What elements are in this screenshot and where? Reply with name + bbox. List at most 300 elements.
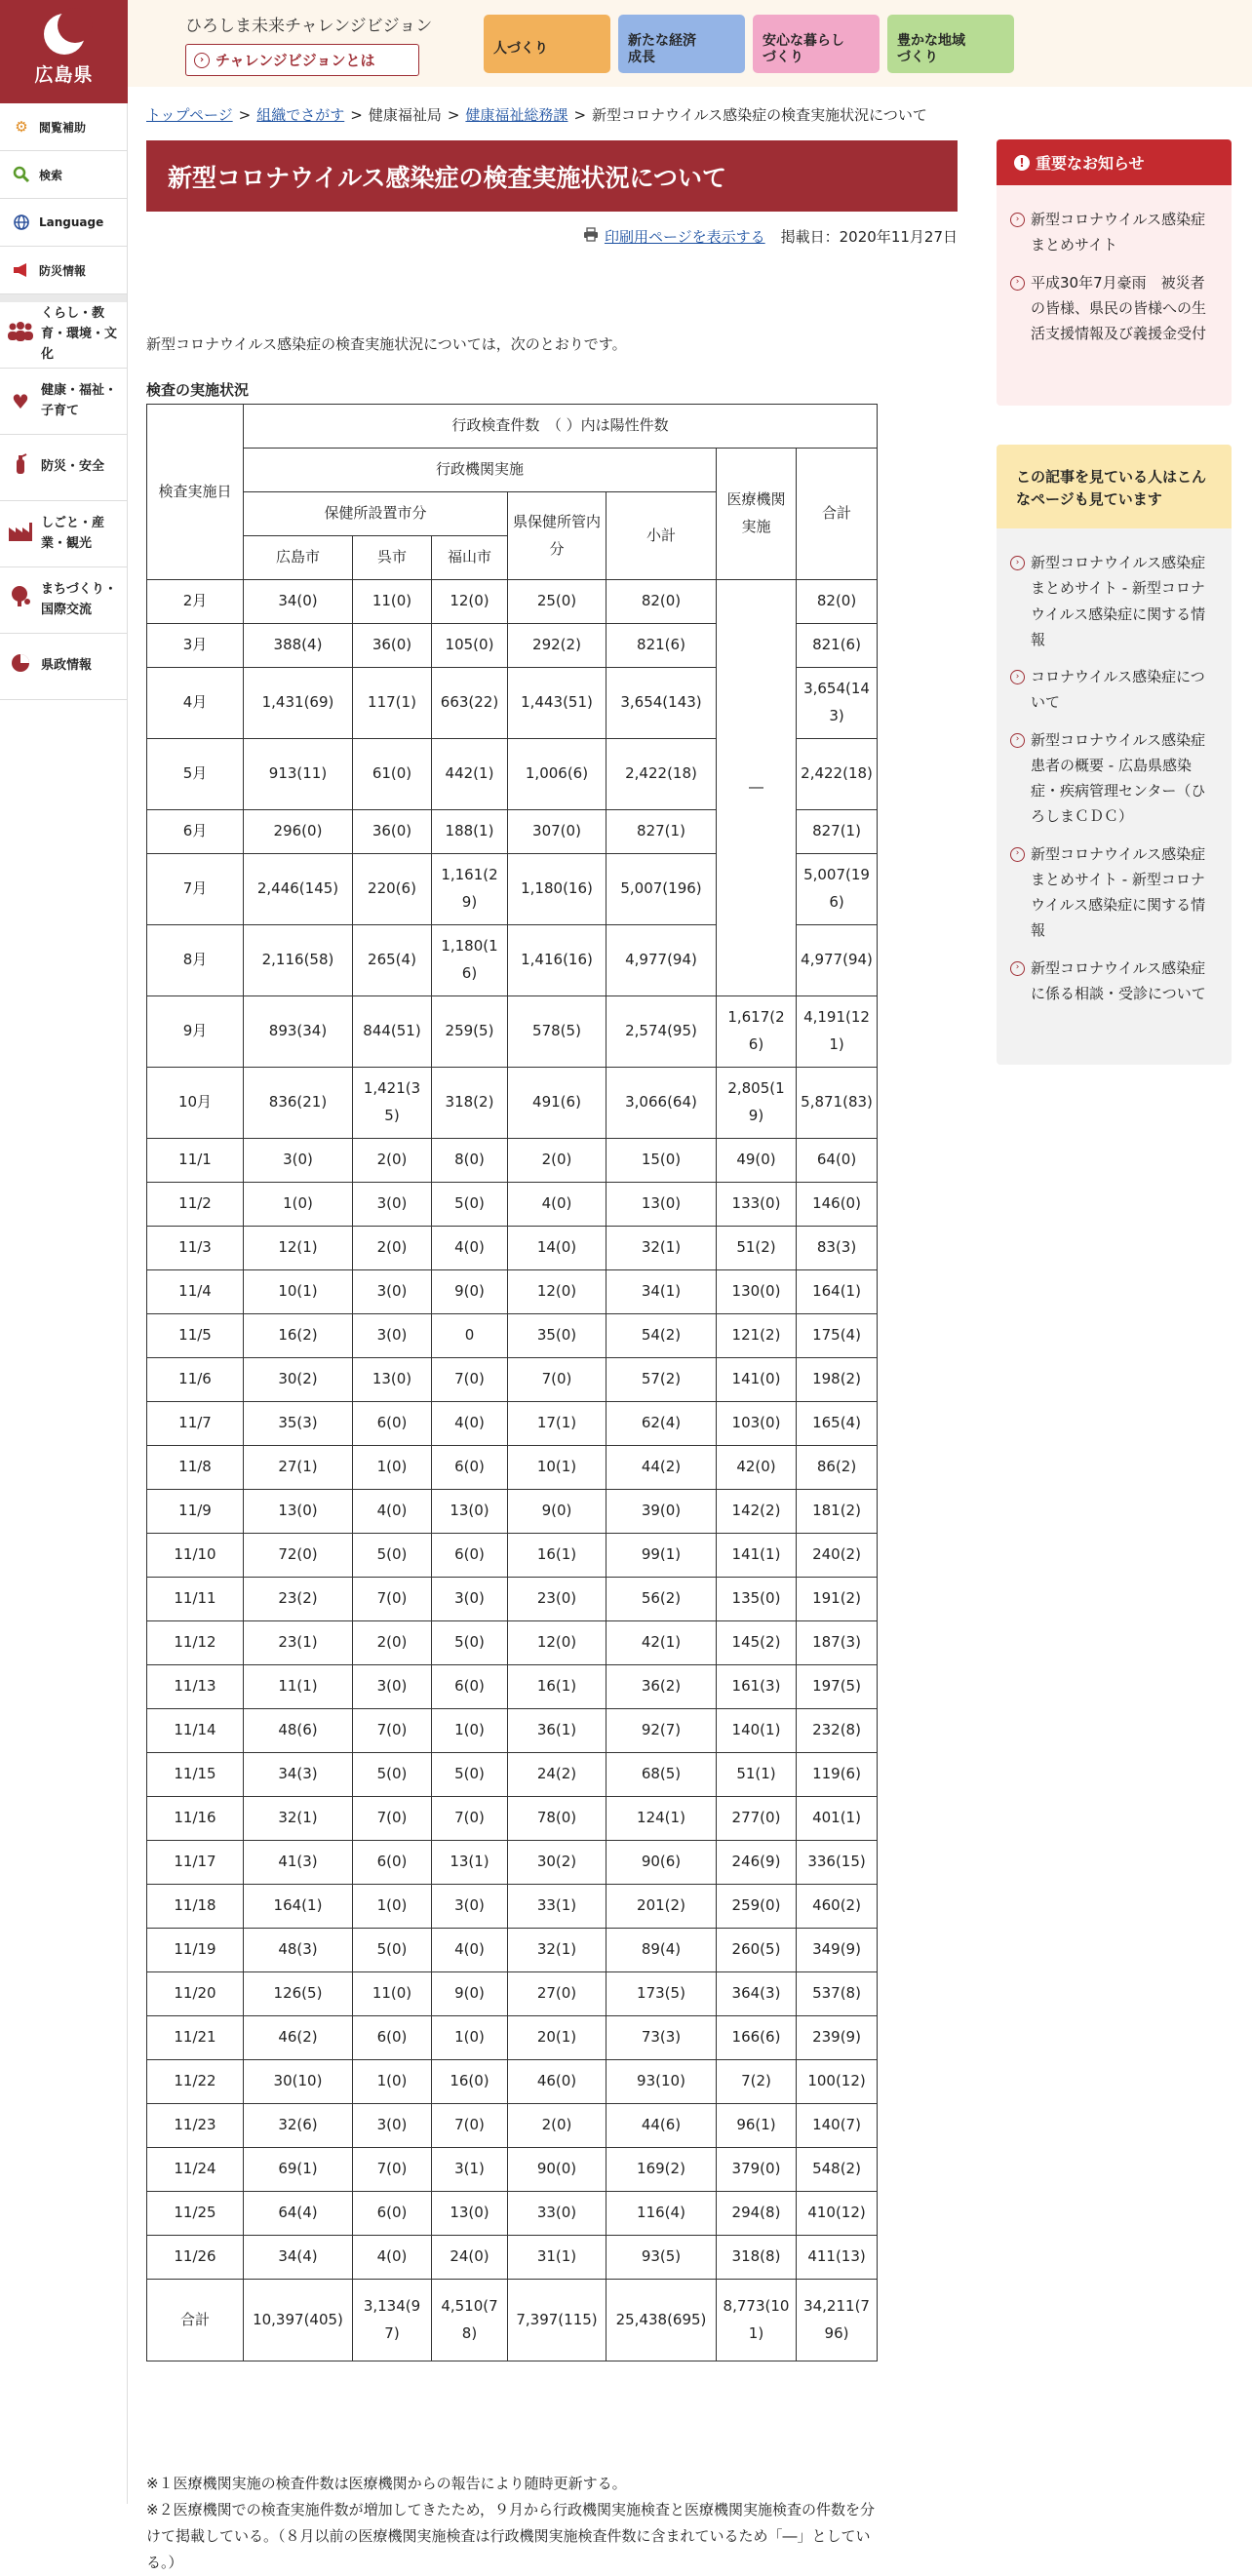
cell-medical: 140(1) [717, 1709, 797, 1753]
cell-fukuyama: 1,180(16) [432, 925, 508, 996]
cell-pref: 90(0) [508, 2148, 606, 2192]
cell-fukuyama: 4(0) [432, 1227, 508, 1270]
cell-pref: 4(0) [508, 1183, 606, 1227]
cell-pref: 16(1) [508, 1534, 606, 1578]
cell-pref: 1,006(6) [508, 739, 606, 810]
cell-total: 349(9) [797, 1929, 878, 1972]
chevron-right-icon: › [1010, 961, 1025, 976]
breadcrumb-current: 新型コロナウイルス感染症の検査実施状況について [592, 106, 927, 124]
cell-fukuyama: 4,510(78) [432, 2280, 508, 2361]
cell-kure: 3(0) [353, 1183, 432, 1227]
table-row [147, 1797, 878, 1841]
cell-medical: 277(0) [717, 1797, 797, 1841]
cell-kure: 5(0) [353, 1929, 432, 1972]
cell-medical: 2,805(19) [717, 1068, 797, 1139]
cell-kure: 6(0) [353, 2192, 432, 2236]
breadcrumb-division[interactable]: 健康福祉総務課 [465, 106, 568, 124]
nav-tile-label: 安心な暮らしづくり [763, 32, 844, 65]
cell-subtotal: 90(6) [606, 1841, 717, 1885]
cell-date: 11/20 [147, 1972, 244, 2016]
cell-pref: 2(0) [508, 1139, 606, 1183]
cell-subtotal: 36(2) [606, 1665, 717, 1709]
cell-date: 11/3 [147, 1227, 244, 1270]
cell-total: 82(0) [797, 580, 878, 624]
cell-subtotal: 173(5) [606, 1972, 717, 2016]
cell-pref: 27(0) [508, 1972, 606, 2016]
cell-kure: 7(0) [353, 2148, 432, 2192]
cell-total: 181(2) [797, 1490, 878, 1534]
cell-total: 4,191(121) [797, 996, 878, 1068]
cell-fukuyama: 442(1) [432, 739, 508, 810]
cell-pref: 1,416(16) [508, 925, 606, 996]
vision-title: ひろしま未来チャレンジビジョン [185, 17, 433, 36]
header-medical: 医療機関実施 [717, 449, 797, 580]
cell-date: 11/6 [147, 1358, 244, 1402]
cell-medical: 51(2) [717, 1227, 797, 1270]
cell-fukuyama: 5(0) [432, 1621, 508, 1665]
cell-fukuyama: 318(2) [432, 1068, 508, 1139]
cell-fukuyama: 1(0) [432, 1709, 508, 1753]
cell-hiroshima: 2,446(145) [244, 854, 353, 925]
cell-medical: 145(2) [717, 1621, 797, 1665]
cell-total: 164(1) [797, 1270, 878, 1314]
cell-kure: 11(0) [353, 1972, 432, 2016]
notice-item-label: 新型コロナウイルス感染症 まとめサイト [1031, 211, 1206, 254]
header-hc-city: 保健所設置市分 [244, 492, 508, 536]
cell-pref: 307(0) [508, 810, 606, 854]
cell-total: 34,211(796) [797, 2280, 878, 2361]
cell-total: 537(8) [797, 1972, 878, 2016]
cell-total: 198(2) [797, 1358, 878, 1402]
tool-accessibility[interactable] [0, 103, 127, 151]
cell-medical: 166(6) [717, 2016, 797, 2060]
cell-hiroshima: 2,116(58) [244, 925, 353, 996]
cell-hiroshima: 893(34) [244, 996, 353, 1068]
cell-kure: 3(0) [353, 1665, 432, 1709]
cell-hiroshima: 23(2) [244, 1578, 353, 1621]
cell-total: 187(3) [797, 1621, 878, 1665]
table-row [147, 2016, 878, 2060]
cell-kure: 7(0) [353, 1578, 432, 1621]
cell-kure: 7(0) [353, 1709, 432, 1753]
inspection-table [146, 404, 878, 2361]
cell-kure: 2(0) [353, 1227, 432, 1270]
related-item[interactable] [1010, 664, 1218, 716]
table-row [147, 1665, 878, 1709]
nav-tile-label: 人づくり [493, 41, 548, 58]
cell-subtotal: 15(0) [606, 1139, 717, 1183]
cell-pref: 33(1) [508, 1885, 606, 1929]
cell-date: 11/21 [147, 2016, 244, 2060]
cell-kure: 3(0) [353, 2104, 432, 2148]
notice-title: 重要なお知らせ [1036, 154, 1145, 173]
cell-medical: 142(2) [717, 1490, 797, 1534]
notice-item-label: 平成30年7月豪雨 被災者の皆様、県民の皆様への生活支援情報及び義援金受付 [1031, 273, 1207, 342]
cell-hiroshima: 27(1) [244, 1446, 353, 1490]
header-subtotal: 小計 [606, 492, 717, 580]
related-item-label: 新型コロナウイルス感染症に係る相談・受診について [1031, 958, 1206, 1002]
cell-subtotal: 89(4) [606, 1929, 717, 1972]
cell-total: 548(2) [797, 2148, 878, 2192]
breadcrumb-top[interactable]: トップページ [146, 106, 233, 124]
cell-hiroshima: 13(0) [244, 1490, 353, 1534]
related-item[interactable] [1010, 727, 1218, 830]
cell-hiroshima: 46(2) [244, 2016, 353, 2060]
print-line [583, 226, 958, 247]
cell-fukuyama: 24(0) [432, 2236, 508, 2280]
tool-language[interactable] [0, 199, 127, 247]
cell-date: 11/2 [147, 1183, 244, 1227]
cell-medical: 7(2) [717, 2060, 797, 2104]
cell-total: 3,654(143) [797, 668, 878, 739]
cell-subtotal: 116(4) [606, 2192, 717, 2236]
cell-fukuyama: 6(0) [432, 1534, 508, 1578]
cell-date: 11/11 [147, 1578, 244, 1621]
table-row [147, 2104, 878, 2148]
chevron-right-icon: › [1010, 213, 1025, 227]
cell-subtotal: 56(2) [606, 1578, 717, 1621]
cell-fukuyama: 13(0) [432, 1490, 508, 1534]
cell-date: 2月 [147, 580, 244, 624]
cell-date: 11/26 [147, 2236, 244, 2280]
cell-subtotal: 44(6) [606, 2104, 717, 2148]
cell-date: 11/17 [147, 1841, 244, 1885]
site-header [128, 0, 1252, 87]
cell-kure: 1,421(35) [353, 1068, 432, 1139]
cell-fukuyama: 4(0) [432, 1929, 508, 1972]
chevron-right-icon: › [1010, 556, 1025, 570]
tool-disaster-info[interactable] [0, 247, 127, 294]
cell-medical: 42(0) [717, 1446, 797, 1490]
related-item[interactable] [1010, 841, 1218, 944]
cell-subtotal: 169(2) [606, 2148, 717, 2192]
table-row [147, 580, 878, 624]
cell-date: 11/12 [147, 1621, 244, 1665]
cell-date: 11/13 [147, 1665, 244, 1709]
cell-pref: 12(0) [508, 1270, 606, 1314]
cell-medical: 141(0) [717, 1358, 797, 1402]
intro-text: 新型コロナウイルス感染症の検査実施状況については，次のとおりです。 [146, 335, 627, 353]
cell-total: 821(6) [797, 624, 878, 668]
cell-total: 197(5) [797, 1665, 878, 1709]
factory-icon [6, 519, 35, 550]
publish-date: 掲載日：2020年11月27日 [780, 228, 958, 246]
cell-subtotal: 2,574(95) [606, 996, 717, 1068]
cell-pref: 14(0) [508, 1227, 606, 1270]
cell-hiroshima: 11(1) [244, 1665, 353, 1709]
table-row [147, 1621, 878, 1665]
cell-date: 11/24 [147, 2148, 244, 2192]
cell-hiroshima: 41(3) [244, 1841, 353, 1885]
cell-pref: 12(0) [508, 1621, 606, 1665]
cell-hiroshima: 69(1) [244, 2148, 353, 2192]
cell-kure: 844(51) [353, 996, 432, 1068]
notice-item[interactable] [1010, 207, 1218, 258]
cell-subtotal: 54(2) [606, 1314, 717, 1358]
table-row [147, 2060, 878, 2104]
cell-medical: 96(1) [717, 2104, 797, 2148]
table-row [147, 1358, 878, 1402]
cell-fukuyama: 0 [432, 1314, 508, 1358]
related-item-label: 新型コロナウイルス感染症 まとめサイト - 新型コロナウイルス感染症に関する情報 [1031, 844, 1206, 940]
cell-kure: 1(0) [353, 2060, 432, 2104]
related-item-label: 新型コロナウイルス感染症 まとめサイト - 新型コロナウイルス感染症に関する情報 [1031, 554, 1206, 648]
tool-label: Language [39, 215, 104, 229]
nav-tile-people[interactable] [484, 15, 610, 73]
cell-fukuyama: 13(0) [432, 2192, 508, 2236]
cell-pref: 32(1) [508, 1929, 606, 1972]
chevron-right-icon: › [194, 53, 210, 68]
related-pages-box [997, 445, 1232, 1065]
cell-subtotal: 44(2) [606, 1446, 717, 1490]
cell-medical: 8,773(101) [717, 2280, 797, 2361]
cell-pref: 30(2) [508, 1841, 606, 1885]
cell-kure: 6(0) [353, 1841, 432, 1885]
heart-icon: ♥ [12, 389, 29, 413]
cell-fukuyama: 7(0) [432, 1358, 508, 1402]
cell-subtotal: 5,007(196) [606, 854, 717, 925]
cell-hiroshima: 388(4) [244, 624, 353, 668]
cell-pref: 7,397(115) [508, 2280, 606, 2361]
category-label: 健康・福祉・子育て [41, 382, 118, 418]
table-row [147, 1709, 878, 1753]
cell-date: 合計 [147, 2280, 244, 2361]
table-row [147, 1446, 878, 1490]
table-row [147, 1753, 878, 1797]
table-row [147, 1972, 878, 2016]
table-row [147, 1402, 878, 1446]
cell-total: 232(8) [797, 1709, 878, 1753]
cell-fukuyama: 7(0) [432, 1797, 508, 1841]
cell-pref: 491(6) [508, 1068, 606, 1139]
cell-kure: 13(0) [353, 1358, 432, 1402]
cell-subtotal: 124(1) [606, 1797, 717, 1841]
cell-pref: 10(1) [508, 1446, 606, 1490]
cell-hiroshima: 32(1) [244, 1797, 353, 1841]
cell-fukuyama: 9(0) [432, 1972, 508, 2016]
cell-total: 64(0) [797, 1139, 878, 1183]
table-row [147, 1270, 878, 1314]
cell-subtotal: 25,438(695) [606, 2280, 717, 2361]
header-admin-total: 行政検査件数 （ ）内は陽性件数 [244, 405, 878, 449]
category-work[interactable] [0, 501, 127, 567]
cell-total: 175(4) [797, 1314, 878, 1358]
header-pref: 県保健所管内分 [508, 492, 606, 580]
cell-date: 6月 [147, 810, 244, 854]
category-label: くらし・教育・環境・文化 [41, 306, 118, 362]
printer-icon [583, 227, 599, 246]
cell-hiroshima: 30(2) [244, 1358, 353, 1402]
cell-subtotal: 2,422(18) [606, 739, 717, 810]
fire-extinguisher-icon [6, 452, 35, 484]
nav-tile-economy[interactable] [618, 15, 745, 73]
cell-kure: 3(0) [353, 1314, 432, 1358]
header-total: 合計 [797, 449, 878, 580]
cell-date: 11/16 [147, 1797, 244, 1841]
cell-date: 11/15 [147, 1753, 244, 1797]
tool-search[interactable] [0, 151, 127, 199]
cell-kure: 61(0) [353, 739, 432, 810]
cell-fukuyama: 4(0) [432, 1402, 508, 1446]
header-date: 検査実施日 [147, 405, 244, 580]
cell-fukuyama: 3(1) [432, 2148, 508, 2192]
related-list [997, 528, 1232, 1006]
notice-item[interactable] [1010, 270, 1218, 347]
vision-button[interactable] [185, 44, 419, 76]
nav-tile-label: 豊かな地域づくり [897, 32, 965, 65]
table-body [147, 580, 878, 2361]
cell-kure: 1(0) [353, 1446, 432, 1490]
cell-kure: 5(0) [353, 1534, 432, 1578]
cell-fukuyama: 13(1) [432, 1841, 508, 1885]
chevron-right-icon: › [1010, 670, 1025, 684]
cell-date: 8月 [147, 925, 244, 996]
cell-subtotal: 93(10) [606, 2060, 717, 2104]
cell-kure: 3(0) [353, 1270, 432, 1314]
cell-date: 11/18 [147, 1885, 244, 1929]
table-row [147, 1183, 878, 1227]
cell-date: 11/25 [147, 2192, 244, 2236]
cell-medical: 260(5) [717, 1929, 797, 1972]
category-label: 防災・安全 [41, 459, 105, 475]
logo-crescent-icon [44, 14, 85, 55]
cell-date: 11/14 [147, 1709, 244, 1753]
header-hiroshima: 広島市 [244, 536, 353, 580]
related-item-label: コロナウイルス感染症について [1031, 668, 1205, 712]
cell-fukuyama: 6(0) [432, 1665, 508, 1709]
site-logo[interactable] [0, 0, 128, 103]
header-admin: 行政機関実施 [244, 449, 717, 492]
cell-total: 240(2) [797, 1534, 878, 1578]
cell-fukuyama: 6(0) [432, 1446, 508, 1490]
table-row [147, 1490, 878, 1534]
table-row [147, 1139, 878, 1183]
cell-date: 11/4 [147, 1270, 244, 1314]
cell-subtotal: 57(2) [606, 1358, 717, 1402]
cell-date: 10月 [147, 1068, 244, 1139]
header-fukuyama: 福山市 [432, 536, 508, 580]
cell-subtotal: 62(4) [606, 1402, 717, 1446]
cell-subtotal: 92(7) [606, 1709, 717, 1753]
cell-kure: 36(0) [353, 624, 432, 668]
cell-fukuyama: 5(0) [432, 1183, 508, 1227]
cell-fukuyama: 663(22) [432, 668, 508, 739]
cell-pref: 20(1) [508, 2016, 606, 2060]
cell-date: 5月 [147, 739, 244, 810]
breadcrumb-separator: > [447, 106, 460, 124]
note-1: ※１医療機関実施の検査件数は医療機関からの報告により随時更新する。 [146, 2475, 627, 2492]
cell-total: 4,977(94) [797, 925, 878, 996]
cell-pref: 578(5) [508, 996, 606, 1068]
cell-hiroshima: 1,431(69) [244, 668, 353, 739]
related-item[interactable] [1010, 550, 1218, 652]
cell-medical: 121(2) [717, 1314, 797, 1358]
print-link[interactable]: 印刷用ページを表示する [604, 228, 765, 246]
cell-pref: 1,180(16) [508, 854, 606, 925]
tool-label: 閲覧補助 [39, 120, 87, 135]
cell-pref: 2(0) [508, 2104, 606, 2148]
cell-medical: 51(1) [717, 1753, 797, 1797]
cell-subtotal: 827(1) [606, 810, 717, 854]
cell-date: 11/5 [147, 1314, 244, 1358]
cell-hiroshima: 10(1) [244, 1270, 353, 1314]
cell-subtotal: 13(0) [606, 1183, 717, 1227]
cell-subtotal: 821(6) [606, 624, 717, 668]
cell-medical: 135(0) [717, 1578, 797, 1621]
category-label: まちづくり・国際交流 [41, 581, 117, 617]
cell-kure: 5(0) [353, 1753, 432, 1797]
cell-subtotal: 42(1) [606, 1621, 717, 1665]
nav-tile-safety[interactable] [753, 15, 880, 73]
table-row [147, 1314, 878, 1358]
cell-total: 460(2) [797, 1885, 878, 1929]
cell-medical-dash: ― [717, 580, 797, 996]
nav-tile-region[interactable] [887, 15, 1014, 73]
tool-menu [0, 103, 127, 302]
cell-subtotal: 34(1) [606, 1270, 717, 1314]
cell-total: 146(0) [797, 1183, 878, 1227]
cell-hiroshima: 34(3) [244, 1753, 353, 1797]
cell-pref: 46(0) [508, 2060, 606, 2104]
cell-medical: 364(3) [717, 1972, 797, 2016]
note-2: ※２医療機関での検査実施件数が増加してきたため，９月から行政機関実施検査と医療機関実施検査の件数を分けて掲載している。（８月以前の医療機関実施検査は行政機関実施検査件数に含まれているため「―」としている。） [146, 2501, 875, 2571]
table-row [147, 1885, 878, 1929]
cell-subtotal: 39(0) [606, 1490, 717, 1534]
vision-button-label: チャレンジビジョンとは [215, 52, 375, 69]
category-government[interactable] [0, 634, 127, 700]
category-living[interactable] [0, 302, 127, 369]
notes [146, 2471, 887, 2576]
cell-fukuyama: 1(0) [432, 2016, 508, 2060]
table-row [147, 1578, 878, 1621]
tool-label: 防災情報 [39, 263, 87, 278]
globe-people-icon [6, 584, 35, 616]
cell-kure: 6(0) [353, 1402, 432, 1446]
cell-date: 4月 [147, 668, 244, 739]
cell-fukuyama: 3(0) [432, 1578, 508, 1621]
cell-total: 86(2) [797, 1446, 878, 1490]
cell-medical: 1,617(26) [717, 996, 797, 1068]
table-row [147, 1841, 878, 1885]
cell-medical: 141(1) [717, 1534, 797, 1578]
cell-total: 5,007(196) [797, 854, 878, 925]
cell-kure: 1(0) [353, 1885, 432, 1929]
cell-medical: 103(0) [717, 1402, 797, 1446]
cell-pref: 31(1) [508, 2236, 606, 2280]
table-row [147, 2148, 878, 2192]
related-item[interactable] [1010, 956, 1218, 1007]
cell-total: 5,871(83) [797, 1068, 878, 1139]
cell-hiroshima: 164(1) [244, 1885, 353, 1929]
cell-fukuyama: 9(0) [432, 1270, 508, 1314]
breadcrumb [146, 104, 927, 125]
cell-hiroshima: 23(1) [244, 1621, 353, 1665]
cell-kure: 4(0) [353, 1490, 432, 1534]
cell-pref: 17(1) [508, 1402, 606, 1446]
left-sidebar [0, 0, 128, 2504]
cell-hiroshima: 913(11) [244, 739, 353, 810]
category-health[interactable] [0, 369, 127, 435]
category-town[interactable] [0, 567, 127, 634]
cell-medical: 246(9) [717, 1841, 797, 1885]
cell-pref: 7(0) [508, 1358, 606, 1402]
category-safety[interactable] [0, 435, 127, 501]
cell-kure: 4(0) [353, 2236, 432, 2280]
table-row [147, 1068, 878, 1139]
breadcrumb-org[interactable]: 組織でさがす [256, 106, 345, 124]
cell-hiroshima: 72(0) [244, 1534, 353, 1578]
cell-fukuyama: 105(0) [432, 624, 508, 668]
